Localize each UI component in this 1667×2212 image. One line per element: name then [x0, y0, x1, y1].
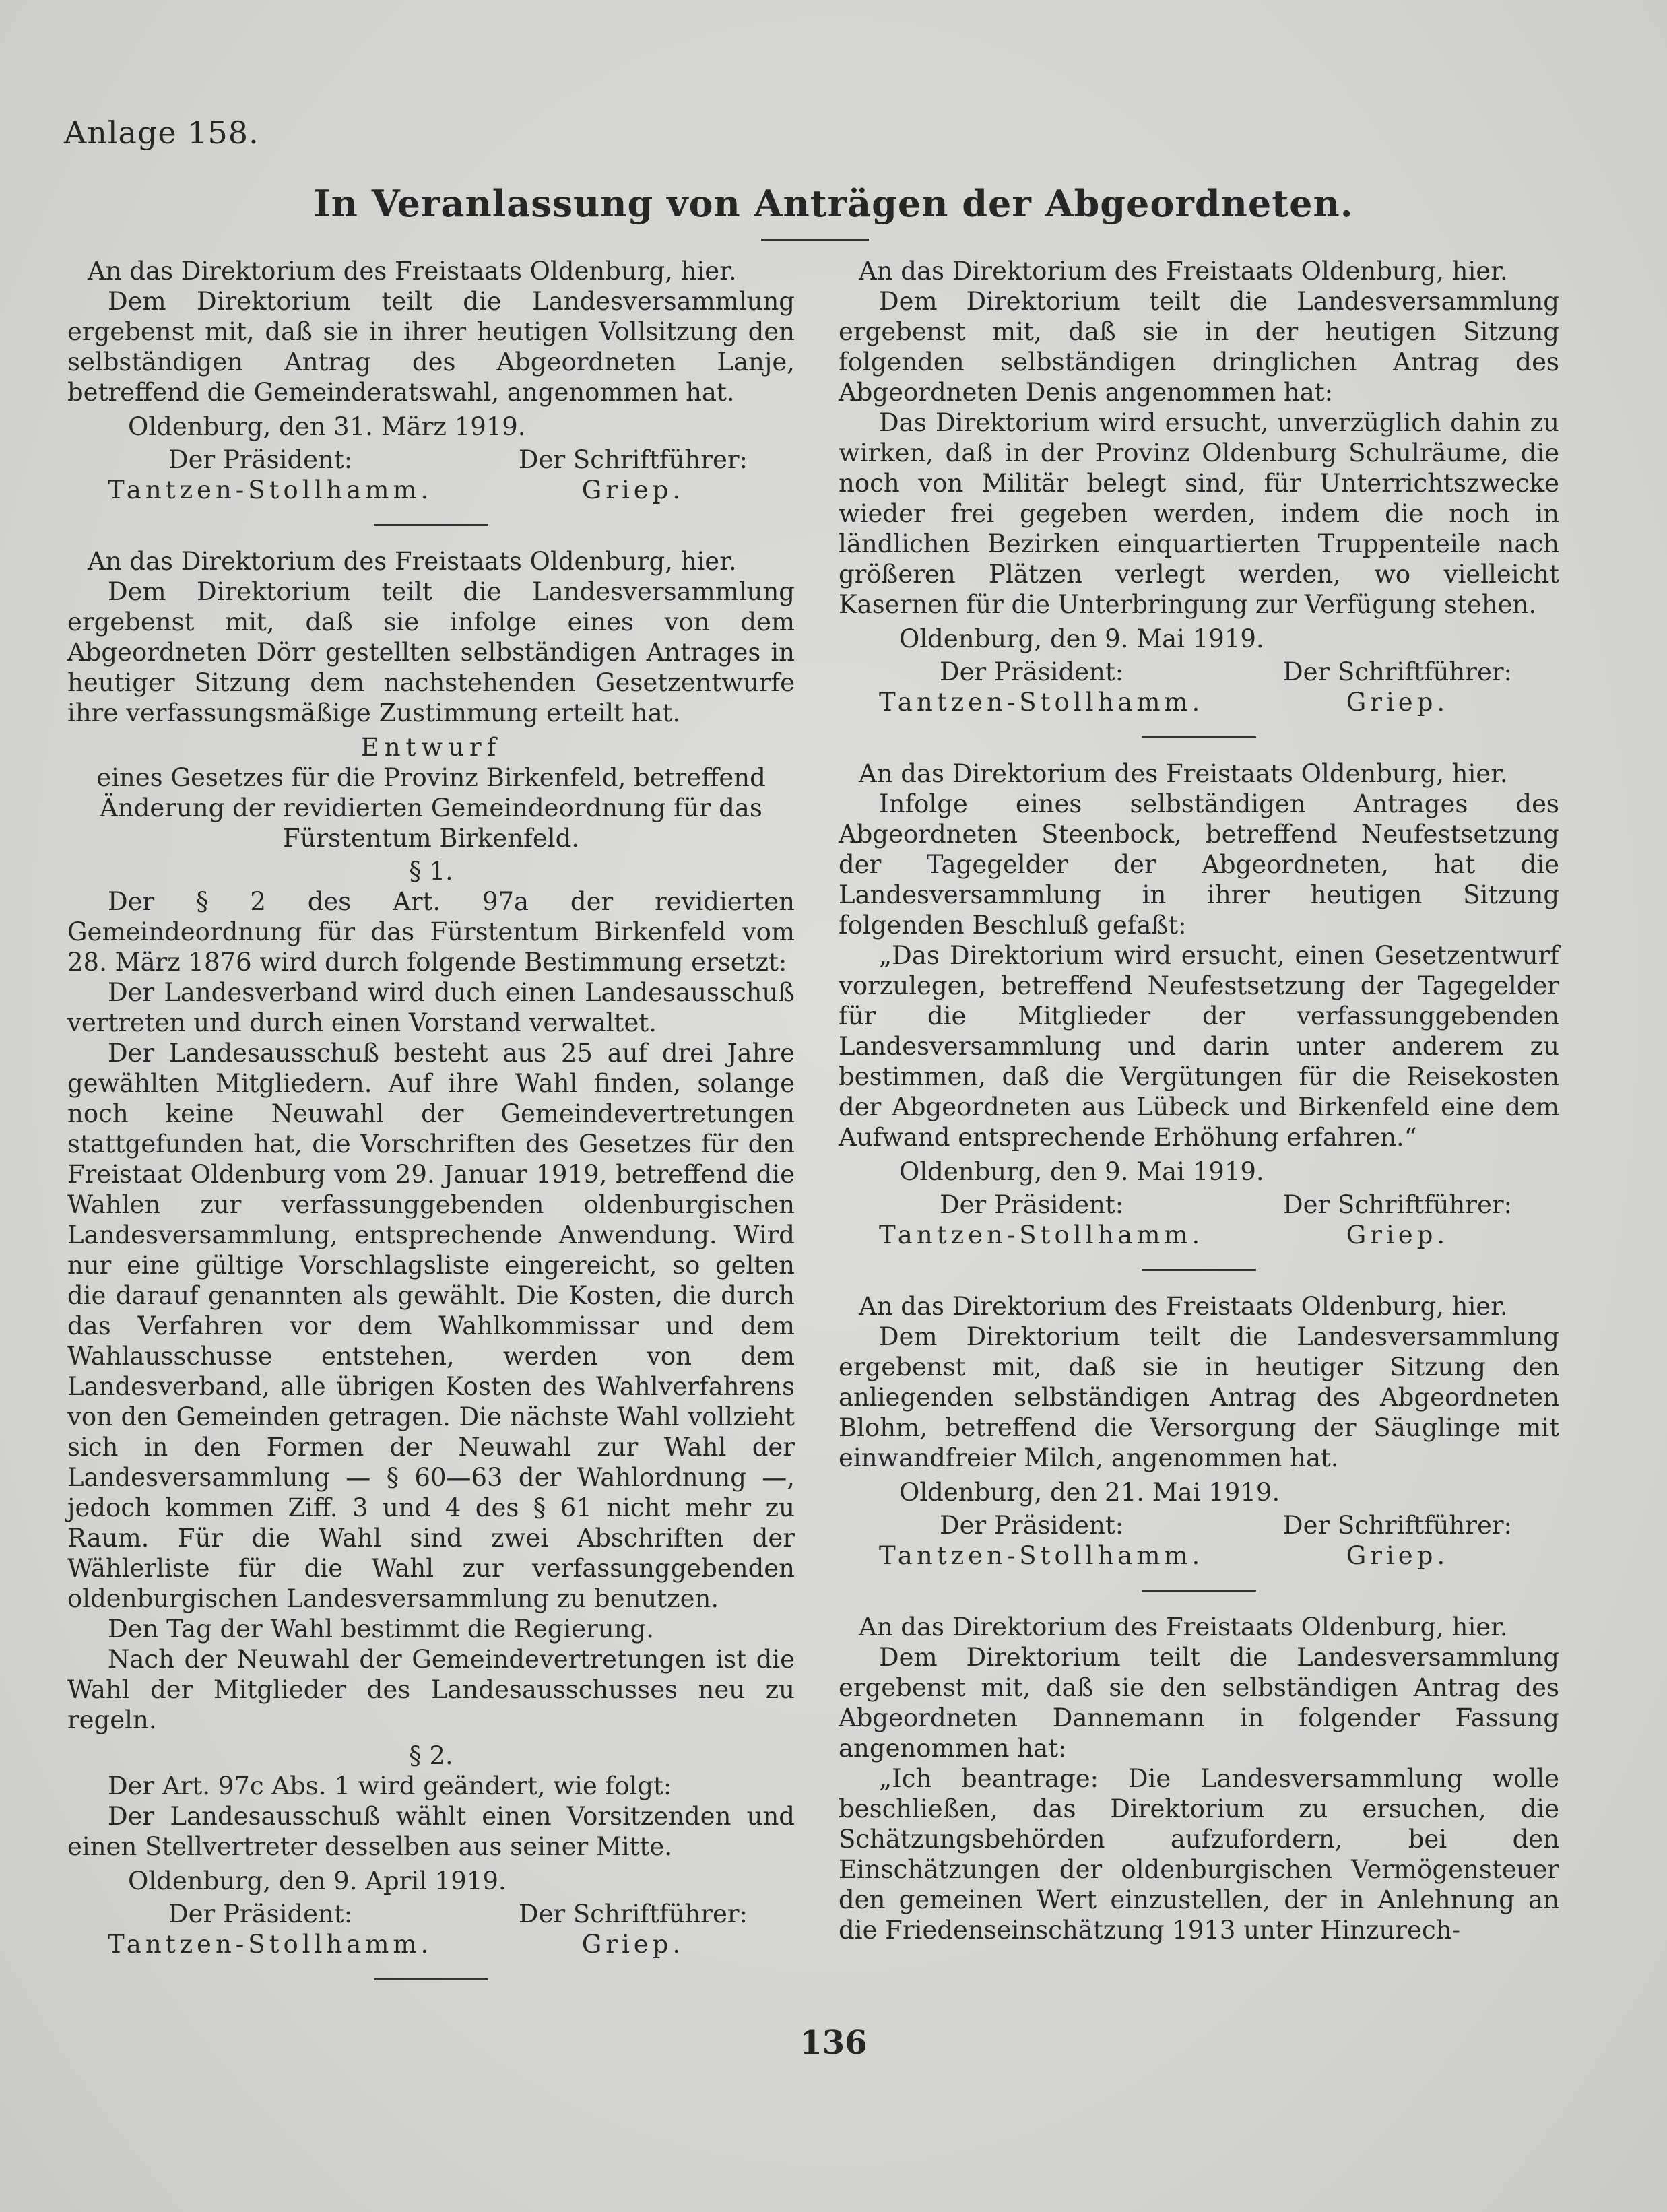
letter-body: Infolge eines selbständigen Antrages des Abgeordneten Steenbock, betreffend Neufestsetzung der Tagegelder der Abgeordneten, hat die Landesversammlung in ihrer heutigen Sitzung folgenden Beschluß gefaßt:	[839, 789, 1559, 940]
president-label: Der Präsident:	[168, 1899, 353, 1928]
president-label: Der Präsident:	[940, 657, 1124, 686]
section-2-heading: § 2.	[409, 1741, 453, 1770]
letter-address: An das Direktorium des Freistaats Oldenburg, hier.	[88, 257, 737, 286]
letter-date: Oldenburg, den 9. Mai 1919.	[899, 624, 1264, 653]
title-divider	[761, 239, 869, 241]
letter-date: Oldenburg, den 9. April 1919.	[128, 1866, 506, 1895]
section-2-paragraph: Der Landesausschuß wählt einen Vorsitzenden und einen Stellvertreter desselben aus seiner Mitte.	[67, 1802, 795, 1861]
motion-text: „Das Direktorium wird ersucht, einen Gesetzentwurf vorzulegen, betreffend Neufestsetzung der Tagegelder für die Mitglieder der verfassunggebenden Landesversammlung und darin unter anderem zu bestimmen, daß die Vergütungen für die Reisekosten der Abgeordneten aus Lübeck und Birkenfeld eine dem Aufwand entsprechende Erhöhung erfahren.“	[839, 941, 1559, 1152]
signature-block	[839, 657, 1559, 717]
section-2-paragraph: Der Art. 97c Abs. 1 wird geändert, wie folgt:	[108, 1771, 672, 1800]
signature-block	[67, 445, 795, 505]
letter-body: Dem Direktorium teilt die Landesversammlung ergebenst mit, daß sie in ihrer heutigen Vollsitzung den selbständigen Antrag des Abgeordneten Lanje, betreffend die Gemeinderatswahl, angenommen hat.	[67, 287, 795, 407]
letter-address: An das Direktorium des Freistaats Oldenburg, hier.	[88, 547, 737, 576]
letter-date: Oldenburg, den 21. Mai 1919.	[899, 1478, 1280, 1507]
secretary-label: Der Schriftführer:	[1282, 1190, 1512, 1219]
left-column	[67, 256, 795, 2000]
section-1-heading: § 1.	[409, 857, 453, 886]
letter-dannemann	[839, 1612, 1559, 1945]
secretary-label: Der Schriftführer:	[1282, 657, 1512, 686]
president-label: Der Präsident:	[940, 1511, 1124, 1540]
president-label: Der Präsident:	[168, 445, 353, 474]
section-divider	[374, 524, 488, 526]
letter-address: An das Direktorium des Freistaats Oldenburg, hier.	[859, 759, 1508, 788]
president-name: Tantzen-Stollhamm.	[879, 1541, 1204, 1570]
letter-address: An das Direktorium des Freistaats Oldenburg, hier.	[859, 1292, 1508, 1321]
signature-block	[839, 1190, 1559, 1250]
secretary-name: Griep.	[1346, 1541, 1449, 1570]
draft-heading: Entwurf	[360, 733, 502, 762]
section-divider	[1142, 1590, 1256, 1592]
draft-subtitle: eines Gesetzes für die Provinz Birkenfeld, betreffend Änderung der revidierten Gemeindeordnung für das Fürstentum Birkenfeld.	[96, 763, 766, 853]
signature-block	[839, 1510, 1559, 1571]
section-divider	[1142, 1269, 1256, 1271]
president-name: Tantzen-Stollhamm.	[108, 1930, 433, 1959]
letter-body: Dem Direktorium teilt die Landesversammlung ergebenst mit, daß sie infolge eines von dem Abgeordneten Dörr gestellten selbständigen Antrages in heutiger Sitzung dem nachstehenden Gesetzentwurfe ihre verfassungsmäßige Zustimmung erteilt hat.	[67, 577, 795, 727]
secretary-label: Der Schriftführer:	[518, 445, 748, 474]
president-name: Tantzen-Stollhamm.	[879, 1221, 1204, 1249]
letter-blohm	[839, 1291, 1559, 1571]
page-number: 136	[799, 2024, 868, 2062]
secretary-name: Griep.	[581, 476, 685, 505]
letter-steenbock	[839, 758, 1559, 1250]
motion-text: „Ich beantrage: Die Landesversammlung wolle beschließen, das Direktorium zu ersuchen, die Schätzungsbehörden aufzufordern, bei den Einschätzungen der oldenburgischen Vermögensteuer den gemeinen Wert einzustellen, der in Anlehnung an die Friedenseinschätzung 1913 unter Hinzurech-	[839, 1764, 1559, 1945]
secretary-name: Griep.	[1346, 688, 1449, 717]
letter-doerr	[67, 546, 795, 1959]
secretary-name: Griep.	[581, 1930, 685, 1959]
letter-date: Oldenburg, den 31. März 1919.	[128, 412, 526, 441]
president-name: Tantzen-Stollhamm.	[879, 688, 1204, 717]
letter-body: Dem Direktorium teilt die Landesversammlung ergebenst mit, daß sie in der heutigen Sitzung folgenden selbständigen dringlichen Antrag des Abgeordneten Denis angenommen hat:	[839, 287, 1559, 407]
letter-date: Oldenburg, den 9. Mai 1919.	[899, 1157, 1264, 1186]
section-1-paragraph: Der Landesausschuß besteht aus 25 auf drei Jahre gewählten Mitgliedern. Auf ihre Wahl finden, solange noch keine Neuwahl der Gemeindevertretungen stattgefunden hat, die Vorschriften des Gesetzes für den Freistaat Oldenburg vom 29. Januar 1919, betreffend die Wahlen zur verfassunggebenden oldenburgischen Landesversammlung, entsprechende Anwendung. Wird nur eine gültige Vorschlagsliste eingereicht, so gelten die darauf genannten als gewählt. Die Kosten, die durch das Verfahren vor dem Wahlkommissar und dem Wahlausschusse entstehen, werden von dem Landesverband, alle übrigen Kosten des Wahlverfahrens von den Gemeinden getragen. Die nächste Wahl vollzieht sich in den Formen der Neuwahl zur Wahl der Landesversammlung — § 60—63 der Wahlordnung —, jedoch kommen Ziff. 3 und 4 des § 61 nicht mehr zu Raum. Für die Wahl sind zwei Abschriften der Wählerliste für die Wahl zur verfassunggebenden oldenburgischen Landesversammlung zu benutzen.	[67, 1039, 795, 1613]
right-column	[839, 256, 1559, 1945]
president-label: Der Präsident:	[940, 1190, 1124, 1219]
secretary-label: Der Schriftführer:	[518, 1899, 748, 1928]
section-1-paragraph: Der Landesverband wird duch einen Landesausschuß vertreten und durch einen Vorstand verwaltet.	[67, 978, 795, 1037]
letter-body: Dem Direktorium teilt die Landesversammlung ergebenst mit, daß sie den selbständigen Antrag des Abgeordneten Dannemann in folgender Fassung angenommen hat:	[839, 1643, 1559, 1763]
section-1-paragraph: Den Tag der Wahl bestimmt die Regierung.	[108, 1615, 655, 1644]
secretary-label: Der Schriftführer:	[1282, 1511, 1512, 1540]
letter-lanje	[67, 256, 795, 505]
signature-block	[67, 1899, 795, 1959]
motion-text: Das Direktorium wird ersucht, unverzüglich dahin zu wirken, daß in der Provinz Oldenburg Schulräume, die noch von Militär belegt sind, für Unterrichtszwecke wieder frei gegeben werden, indem die noch in ländlichen Bezirken einquartierten Truppenteile nach größeren Plätzen verlegt werden, wo vielleicht Kasernen für die Unterbringung zur Verfügung stehen.	[839, 408, 1559, 619]
section-divider	[374, 1978, 488, 1980]
letter-body: Dem Direktorium teilt die Landesversammlung ergebenst mit, daß sie in heutiger Sitzung den anliegenden selbständigen Antrag des Abgeordneten Blohm, betreffend die Versorgung der Säuglinge mit einwandfreier Milch, angenommen hat.	[839, 1322, 1559, 1472]
president-name: Tantzen-Stollhamm.	[108, 476, 433, 505]
letter-denis	[839, 256, 1559, 717]
section-divider	[1142, 736, 1256, 738]
page-title: In Veranlassung von Anträgen der Abgeordneten.	[313, 182, 1354, 225]
section-1-paragraph: Nach der Neuwahl der Gemeindevertretungen ist die Wahl der Mitglieder des Landesausschusses neu zu regeln.	[67, 1645, 795, 1734]
secretary-name: Griep.	[1346, 1221, 1449, 1249]
letter-address: An das Direktorium des Freistaats Oldenburg, hier.	[859, 257, 1508, 286]
appendix-number: Anlage 158.	[64, 115, 259, 151]
letter-address: An das Direktorium des Freistaats Oldenburg, hier.	[859, 1613, 1508, 1641]
section-1-paragraph: Der § 2 des Art. 97a der revidierten Gemeindeordnung für das Fürstentum Birkenfeld vom 28. März 1876 wird durch folgende Bestimmung ersetzt:	[67, 887, 795, 977]
